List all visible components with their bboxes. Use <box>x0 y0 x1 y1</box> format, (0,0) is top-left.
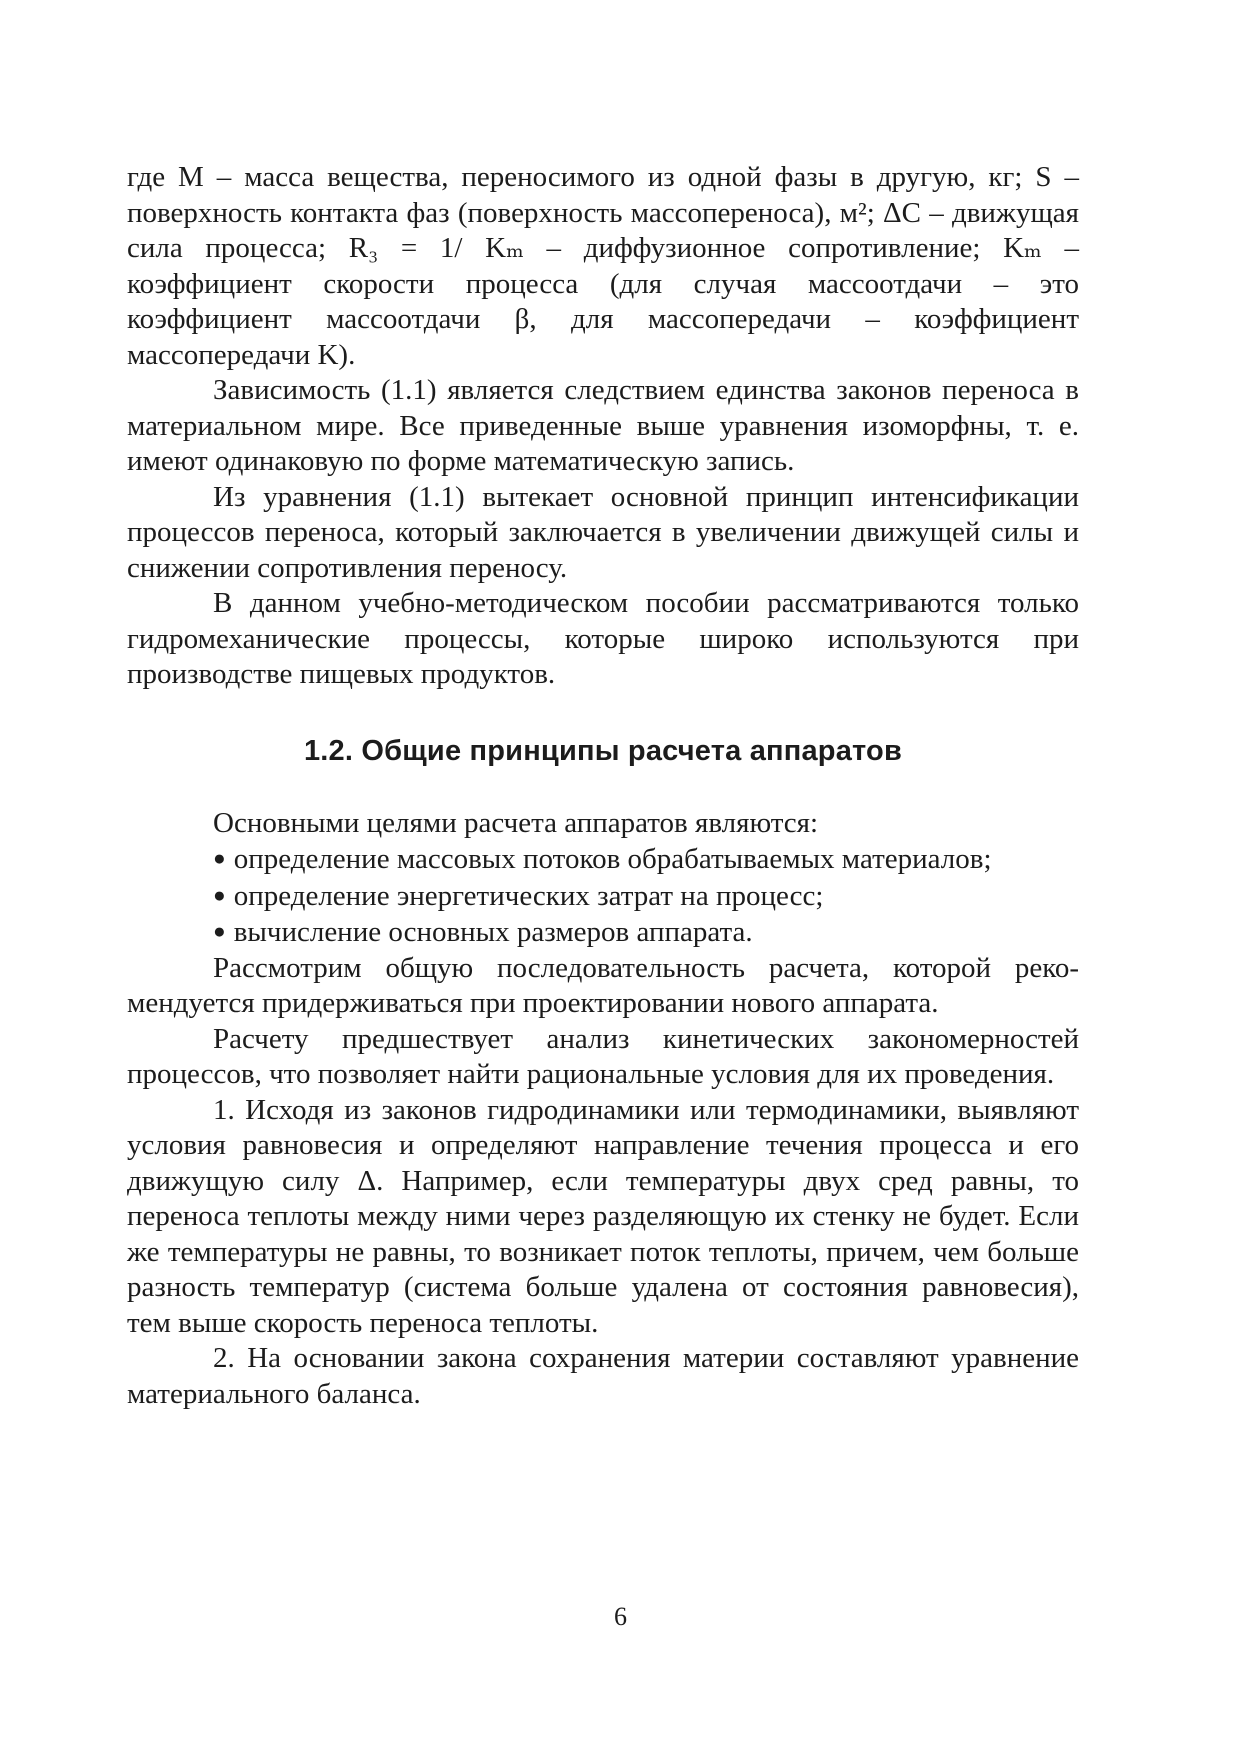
list-item-text: вычисление основных размеров аппарата. <box>233 916 753 948</box>
bullet-icon: ● <box>213 882 226 907</box>
list-intro: Основными целями расчета аппаратов являются: <box>213 806 819 839</box>
page-number: 6 <box>614 1602 627 1631</box>
paragraph-definitions: где M – масса вещества, переносимого из одной фазы в другую, кг; S – поверхность контакта фаз (поверхность массопереноса), м²; ΔC – движущая сила процесса; R₃ = 1/ Kₘ – диффузионное сопротивление; Kₘ – коэффициент скорости процесса (для случая массоотдачи – это коэффициент массоотдачи β, для массопередачи – коэффициент массопередачи K). <box>127 161 1079 371</box>
list-item <box>127 878 1079 915</box>
paragraph-intensification: Из уравнения (1.1) вытекает основной принцип интенсификации процессов переноса, который заключается в увеличении движущей силы и снижении сопротивления переносу. <box>127 480 1079 584</box>
paragraph-kinetics: Расчету предшествует анализ кинетических закономерностей процессов, что позволяет найти рациональные условия для их проведения. <box>127 1022 1079 1090</box>
paragraph-dependency: Зависимость (1.1) является следствием единства законов переноса в материальном мире. Все приведенные выше уравнения изоморфны, т. е. имеют одинаковую по форме математическую запись. <box>127 374 1079 477</box>
paragraph-step-1: 1. Исходя из законов гидродинамики или термодинамики, выявляют условия равновесия и определяют направление течения процесса и его движущую силу Δ. Например, если температуры двух сред равны, то переноса теплоты между ними через разделяющую их стенку не будет. Если же температуры не равны, то возникает поток теплоты, причем, чем больше разность температур (система больше удалена от состояния равновесия), тем выше скорость переноса теплоты. <box>127 1093 1079 1339</box>
document-page <box>127 160 1079 1412</box>
list-item-text: определение энергетических затрат на процесс; <box>233 879 824 912</box>
list-item-text: определение массовых потоков обрабатываемых материалов; <box>233 843 992 875</box>
list-item <box>127 914 1079 951</box>
paragraph-step-2: 2. На основании закона сохранения материи составляют уравнение материального баланса. <box>127 1342 1079 1410</box>
bullet-icon: ● <box>213 846 226 870</box>
bullet-icon: ● <box>213 919 226 943</box>
section-heading: 1.2. Общие принципы расчета аппаратов <box>303 734 903 767</box>
paragraph-sequence: Рассмотрим общую последовательность расчета, которой рекомендуется придерживаться при проектировании нового аппарата. <box>127 951 1079 1019</box>
list-item <box>127 841 1079 878</box>
paragraph-scope: В данном учебно-методическом пособии рассматриваются только гидромеханические процессы, которые широко используются при производстве пищевых продуктов. <box>127 587 1079 690</box>
